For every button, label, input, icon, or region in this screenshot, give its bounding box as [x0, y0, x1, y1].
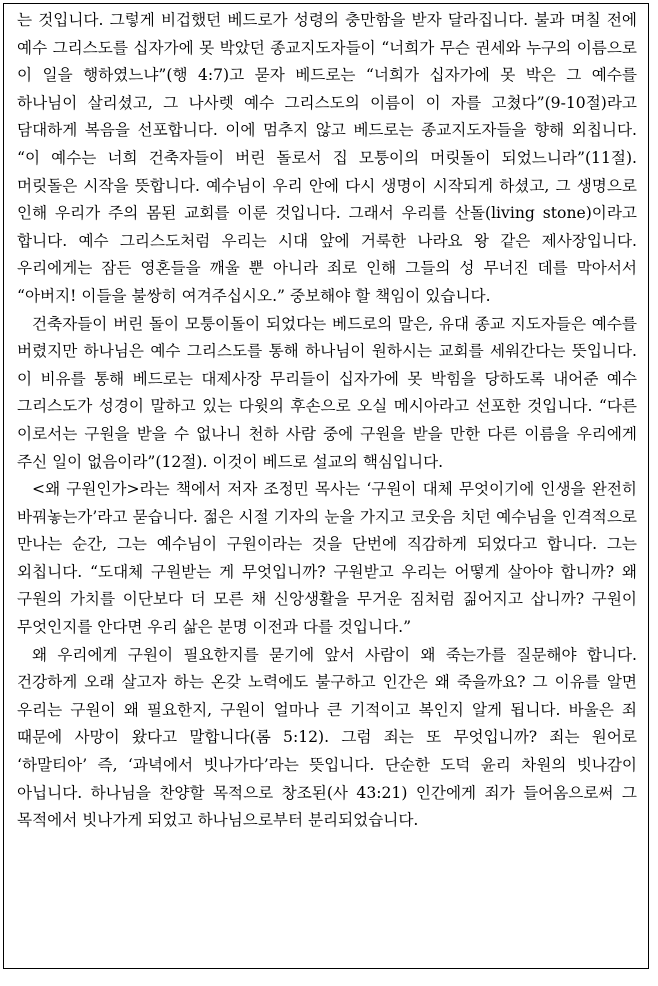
paragraph-1: 는 것입니다. 그렇게 비겁했던 베드로가 성령의 충만함을 받자 달라집니다. 불과 며칠 전에 예수 그리스도를 십자가에 못 박았던 종교지도자들이 “너희가 무슨 권세와 누구의 이름으로 이 일을 행하였느냐”(행 4:7)고 묻자 베드로는 “너희가 십자가에 못 박은 그 예수를 하나님이 살리셨고, 그 나사렛 예수 그리스도의 이름이 이 자를 고쳤다”(9-10절)라고 담대하게 복음을 선포합니다. 이에 멈추지 않고 베드로는 종교지도자들을 향해 외칩니다. “이 예수는 너희 건축자들이 버린 돌로서 집 모퉁이의 머릿돌이 되었느니라”(11절). 머릿돌은 시작을 뜻합니다. 예수님이 우리 안에 다시 생명이 시작되게 하셨고, 그 생명으로 인해 우리가 주의 몸된 교회를 이룬 것입니다. 그래서 우리를 산돌(living stone)이라고 합니다. 예수 그리스도처럼 우리는 시대 앞에 거룩한 나라요 왕 같은 제사장입니다. 우리에게는 잠든 영혼들을 깨울 뿐 아니라 죄로 인해 그들의 성 무너진 데를 막아서서 “아버지! 이들을 불쌍히 여겨주십시오.” 중보해야 할 책임이 있습니다. — [17, 11, 637, 305]
paragraph-4: 왜 우리에게 구원이 필요한지를 묻기에 앞서 사람이 왜 죽는가를 질문해야 합니다. 건강하게 오래 살고자 하는 온갖 노력에도 불구하고 인간은 왜 죽을까요? 그 이유를 알면 우리는 구원이 왜 필요한지, 구원이 얼마나 큰 기적이고 복인지 알게 됩니다. 바울은 죄 때문에 사망이 왔다고 말합니다(롬 5:12). 그럼 죄는 또 무엇입니까? 죄는 원어로 ‘하말티아’ 즉, ‘과녁에서 빗나가다’라는 뜻입니다. 단순한 도덕 윤리 차원의 빗나감이 아닙니다. 하나님을 찬양할 목적으로 창조된(사 43:21) 인간에게 죄가 들어옴으로써 그 목적에서 빗나가게 되었고 하나님으로부터 분리되었습니다. — [17, 645, 637, 830]
paragraph-3: <왜 구원인가>라는 책에서 저자 조정민 목사는 ‘구원이 대체 무엇이기에 인생을 완전히 바꿔놓는가’라고 묻습니다. 젊은 시절 기자의 눈을 가지고 코웃음 치던 예수님을 인격적으로 만나는 순간, 그는 예수님이 구원이라는 것을 단번에 직감하게 되었다고 합니다. 그는 외칩니다. “도대체 구원받는 게 무엇입니까? 구원받고 우리는 어떻게 살아야 합니까? 왜 구원의 가치를 이단보다 더 모른 채 신앙생활을 무거운 짐처럼 짊어지고 삽니까? 구원이 무엇인지를 안다면 우리 삶은 분명 이전과 다를 것입니다.” — [17, 480, 637, 637]
paragraph-2: 건축자들이 버린 돌이 모퉁이돌이 되었다는 베드로의 말은, 유대 종교 지도자들은 예수를 버렸지만 하나님은 예수 그리스도를 통해 하나님이 원하시는 교회를 세워간다는 뜻입니다. 이 비유를 통해 베드로는 대제사장 무리들이 십자가에 못 박힘을 당하도록 내어준 예수 그리스도가 성경이 말하고 있는 다윗의 후손으로 오실 메시아라고 선포한 것입니다. “다른 이로서는 구원을 받을 수 없나니 천하 사람 중에 구원을 받을 만한 다른 이름을 우리에게 주신 일이 없음이라”(12절). 이것이 베드로 설교의 핵심입니다. — [17, 314, 637, 471]
text-frame — [3, 3, 649, 969]
